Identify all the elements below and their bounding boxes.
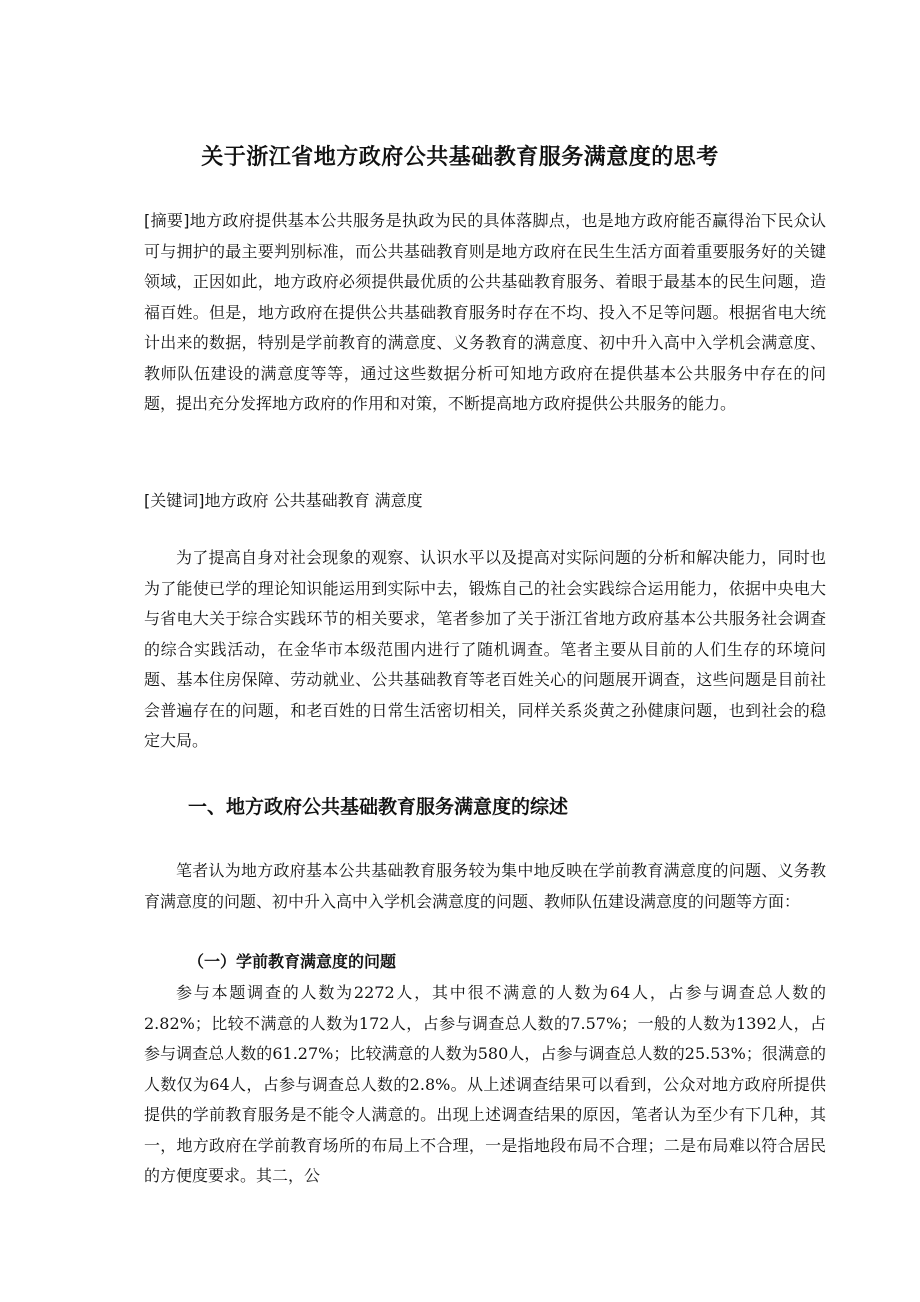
- keywords-label: [关键词]: [144, 491, 205, 510]
- abstract-text: 地方政府提供基本公共服务是执政为民的具体落脚点，也是地方政府能否赢得治下民众认可与拥护的最主要判别标准，而公共基础教育则是地方政府在民生生活方面着重要服务好的关键领域，正因如此，地方政府必须提供最优质的公共基础教育服务、着眼于最基本的民生问题，造福百姓。但是，地方政府在提供公共基础教育服务时存在不均、投入不足等问题。根据省电大统计出来的数据，特别是学前教育的满意度、义务教育的满意度、初中升入高中入学机会满意度、教师队伍建设的满意度等等，通过这些数据分析可知地方政府在提供基本公共服务中存在的问题，提出充分发挥地方政府的作用和对策，不断提高地方政府提供公共服务的能力。: [144, 211, 826, 413]
- abstract-label: [摘要]: [144, 211, 190, 230]
- section-paragraph: 笔者认为地方政府基本公共基础教育服务较为集中地反映在学前教育满意度的问题、义务教育满意度的问题、初中升入高中入学机会满意度的问题、教师队伍建设满意度的问题等方面：: [144, 861, 826, 911]
- keywords-line: [144, 486, 826, 517]
- abstract-paragraph: [144, 206, 826, 420]
- section-heading: 一、地方政府公共基础教育服务满意度的综述: [188, 796, 569, 818]
- document-title: 关于浙江省地方政府公共基础教育服务满意度的思考: [201, 145, 719, 170]
- keywords-text: 地方政府 公共基础教育 满意度: [204, 491, 423, 510]
- subsection-paragraph: 参与本题调查的人数为2272人，其中很不满意的人数为64人，占参与调查总人数的2.82%；比较不满意的人数为172人，占参与调查总人数的7.57%；一般的人数为1392人，占参与调查总人数的61.27%；比较满意的人数为580人，占参与调查总人数的25.53%；很满意的人数仅为64人，占参与调查总人数的2.8%。从上述调查结果可以看到，公众对地方政府所提供提供的学前教育服务是不能令人满意的。出现上述调查结果的原因，笔者认为至少有下几种，其一，地方政府在学前教育场所的布局上不合理，一是指地段布局不合理；二是布局难以符合居民的方便度要求。其二，公: [144, 983, 826, 1185]
- subsection-heading: （一）学前教育满意度的问题: [188, 952, 397, 971]
- intro-paragraph: 为了提高自身对社会现象的观察、认识水平以及提高对实际问题的分析和解决能力，同时也为了能使已学的理论知识能运用到实际中去，锻炼自己的社会实践综合运用能力，依据中央电大与省电大关于综合实践环节的相关要求，笔者参加了关于浙江省地方政府基本公共服务社会调查的综合实践活动，在金华市本级范围内进行了随机调查。笔者主要从目前的人们生存的环境问题、基本住房保障、劳动就业、公共基础教育等老百姓关心的问题展开调查，这些问题是目前社会普遍存在的问题，和老百姓的日常生活密切相关，同样关系炎黄之孙健康问题，也到社会的稳定大局。: [144, 548, 826, 750]
